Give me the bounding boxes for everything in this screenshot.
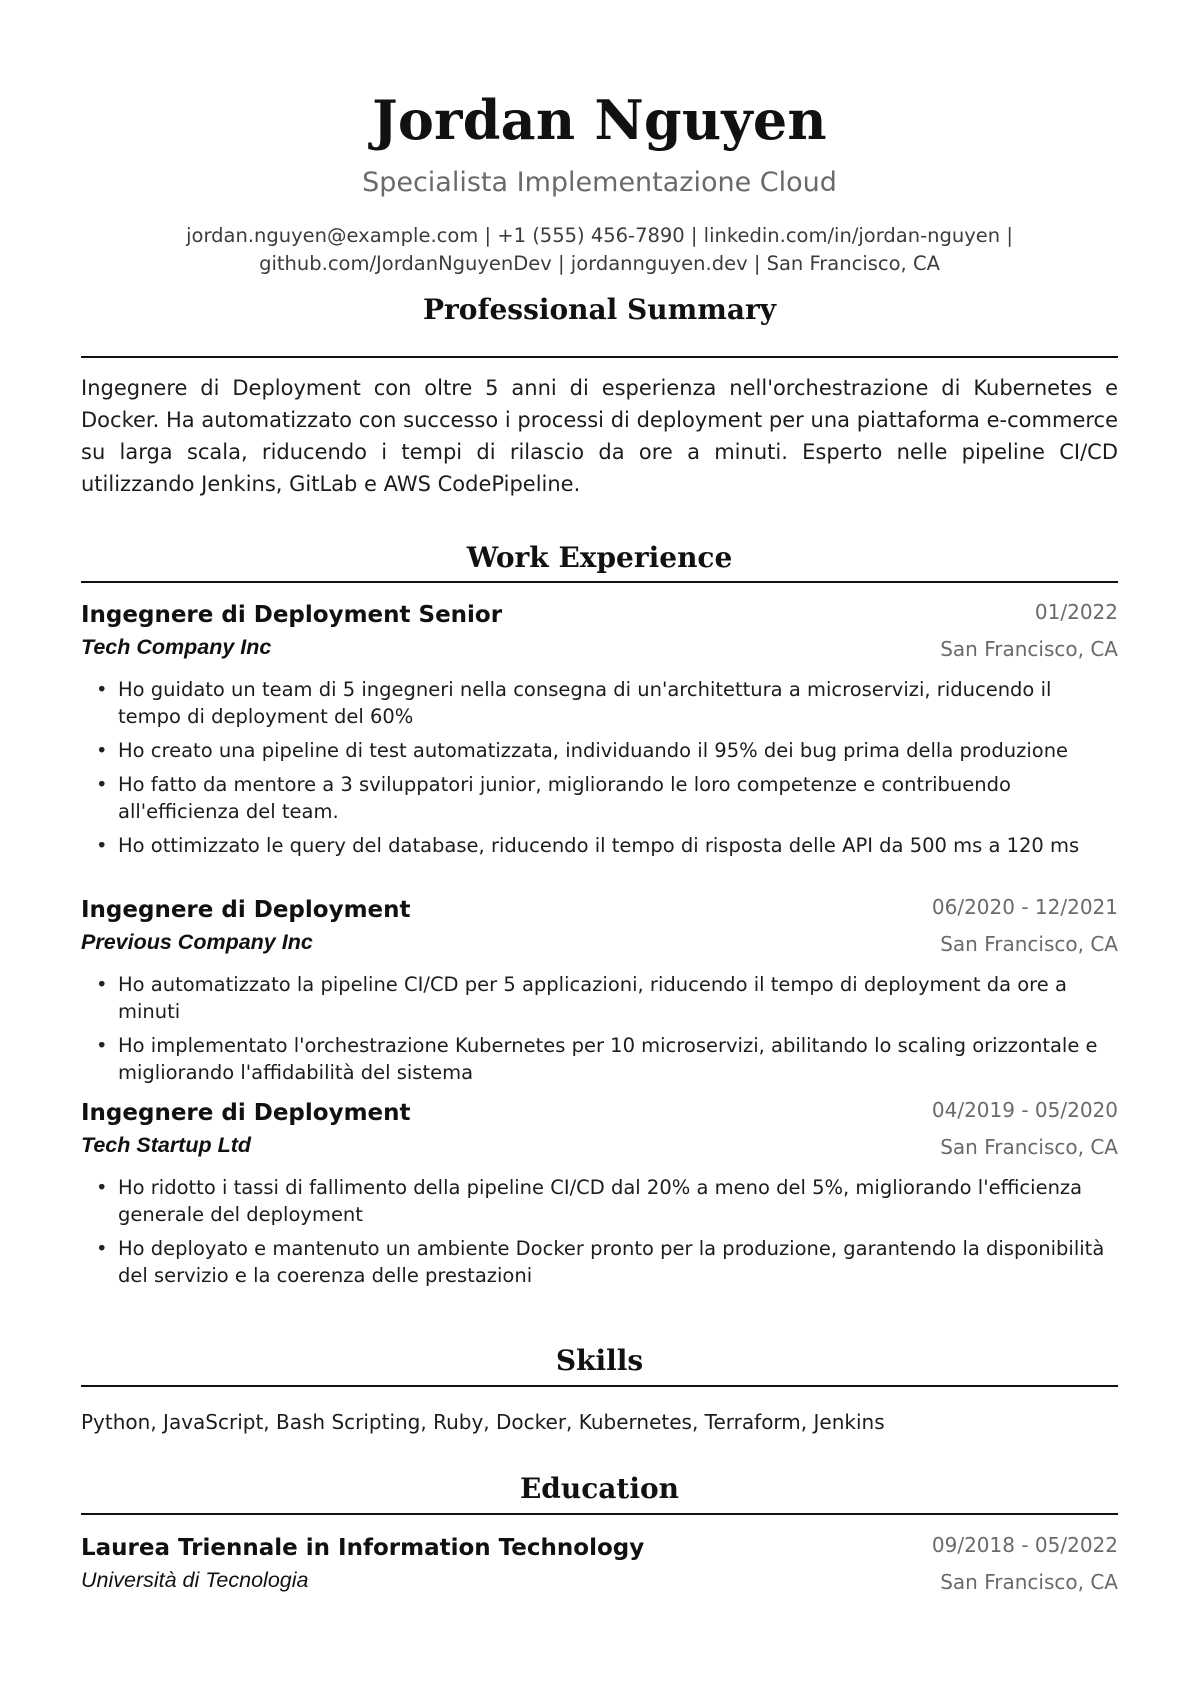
- list-item: • Ho implementato l'orchestrazione Kubernetes per 10 microservizi, abilitando lo scaling orizzontale e migliorando l'affidabilità del sistema: [81, 1032, 1118, 1086]
- list-item: • Ho deployato e mantenuto un ambiente Docker pronto per la produzione, garantendo la disponibilità del servizio e la coerenza delle prestazioni: [81, 1235, 1118, 1289]
- contact-line-2: github.com/JordanNguyenDev | jordannguyen.dev | San Francisco, CA: [259, 252, 940, 275]
- list-item: • Ho creato una pipeline di test automatizzata, individuando il 95% dei bug prima della produzione: [81, 737, 1118, 764]
- skills-divider: [81, 1385, 1118, 1387]
- list-item: • Ho ottimizzato le query del database, riducendo il tempo di risposta delle API da 500 ms a 120 ms: [81, 832, 1118, 859]
- job-bullets: [81, 971, 1118, 1093]
- job-title: Ingegnere di Deployment: [81, 1100, 411, 1126]
- candidate-name: Jordan Nguyen: [372, 88, 827, 152]
- job-title: Ingegnere di Deployment Senior: [81, 602, 503, 628]
- candidate-role: Specialista Implementazione Cloud: [362, 167, 837, 198]
- job-bullets: [81, 1174, 1118, 1296]
- education-school: Università di Tecnologia: [81, 1568, 309, 1592]
- job-location: San Francisco, CA: [940, 637, 1118, 661]
- job-company: Tech Startup Ltd: [81, 1133, 252, 1157]
- job-title: Ingegnere di Deployment: [81, 897, 411, 923]
- job-location: San Francisco, CA: [940, 932, 1118, 956]
- education-date: 09/2018 - 05/2022: [931, 1533, 1118, 1557]
- experience-divider: [81, 581, 1118, 583]
- contact-line-1: jordan.nguyen@example.com | +1 (555) 456-7890 | linkedin.com/in/jordan-nguyen |: [186, 224, 1013, 247]
- job-date: 04/2019 - 05/2020: [931, 1098, 1118, 1122]
- education-divider: [81, 1513, 1118, 1515]
- education-degree: Laurea Triennale in Information Technology: [81, 1535, 645, 1561]
- list-item: • Ho ridotto i tassi di fallimento della pipeline CI/CD dal 20% a meno del 5%, migliorando l'efficienza generale del deployment: [81, 1174, 1118, 1228]
- summary-heading: Professional Summary: [422, 293, 777, 326]
- job-date: 06/2020 - 12/2021: [931, 895, 1118, 919]
- skills-text: Python, JavaScript, Bash Scripting, Ruby, Docker, Kubernetes, Terraform, Jenkins: [81, 1410, 885, 1434]
- job-company: Previous Company Inc: [81, 930, 313, 954]
- job-company: Tech Company Inc: [81, 635, 272, 659]
- list-item: • Ho automatizzato la pipeline CI/CD per 5 applicazioni, riducendo il tempo di deployment da ore a minuti: [81, 971, 1118, 1025]
- education-heading: Education: [519, 1472, 680, 1505]
- job-location: San Francisco, CA: [940, 1135, 1118, 1159]
- job-bullets: [81, 676, 1118, 866]
- list-item: • Ho fatto da mentore a 3 sviluppatori junior, migliorando le loro competenze e contribuendo all'efficienza del team.: [81, 771, 1118, 825]
- summary-text: Ingegnere di Deployment con oltre 5 anni di esperienza nell'orchestrazione di Kubernetes e Docker. Ha automatizzato con successo i processi di deployment per una piattaforma e-commerce su larga scala, riducendo i tempi di rilascio da ore a minuti. Esperto nelle pipeline CI/CD utilizzando Jenkins, GitLab e AWS CodePipeline.: [81, 376, 1118, 496]
- list-item: • Ho guidato un team di 5 ingegneri nella consegna di un'architettura a microservizi, riducendo il tempo di deployment del 60%: [81, 676, 1118, 730]
- contact-info: [81, 222, 1118, 278]
- experience-heading: Work Experience: [466, 541, 733, 574]
- education-location: San Francisco, CA: [940, 1570, 1118, 1594]
- job-date: 01/2022: [1034, 600, 1118, 624]
- summary-divider: [81, 356, 1118, 358]
- skills-heading: Skills: [555, 1344, 644, 1377]
